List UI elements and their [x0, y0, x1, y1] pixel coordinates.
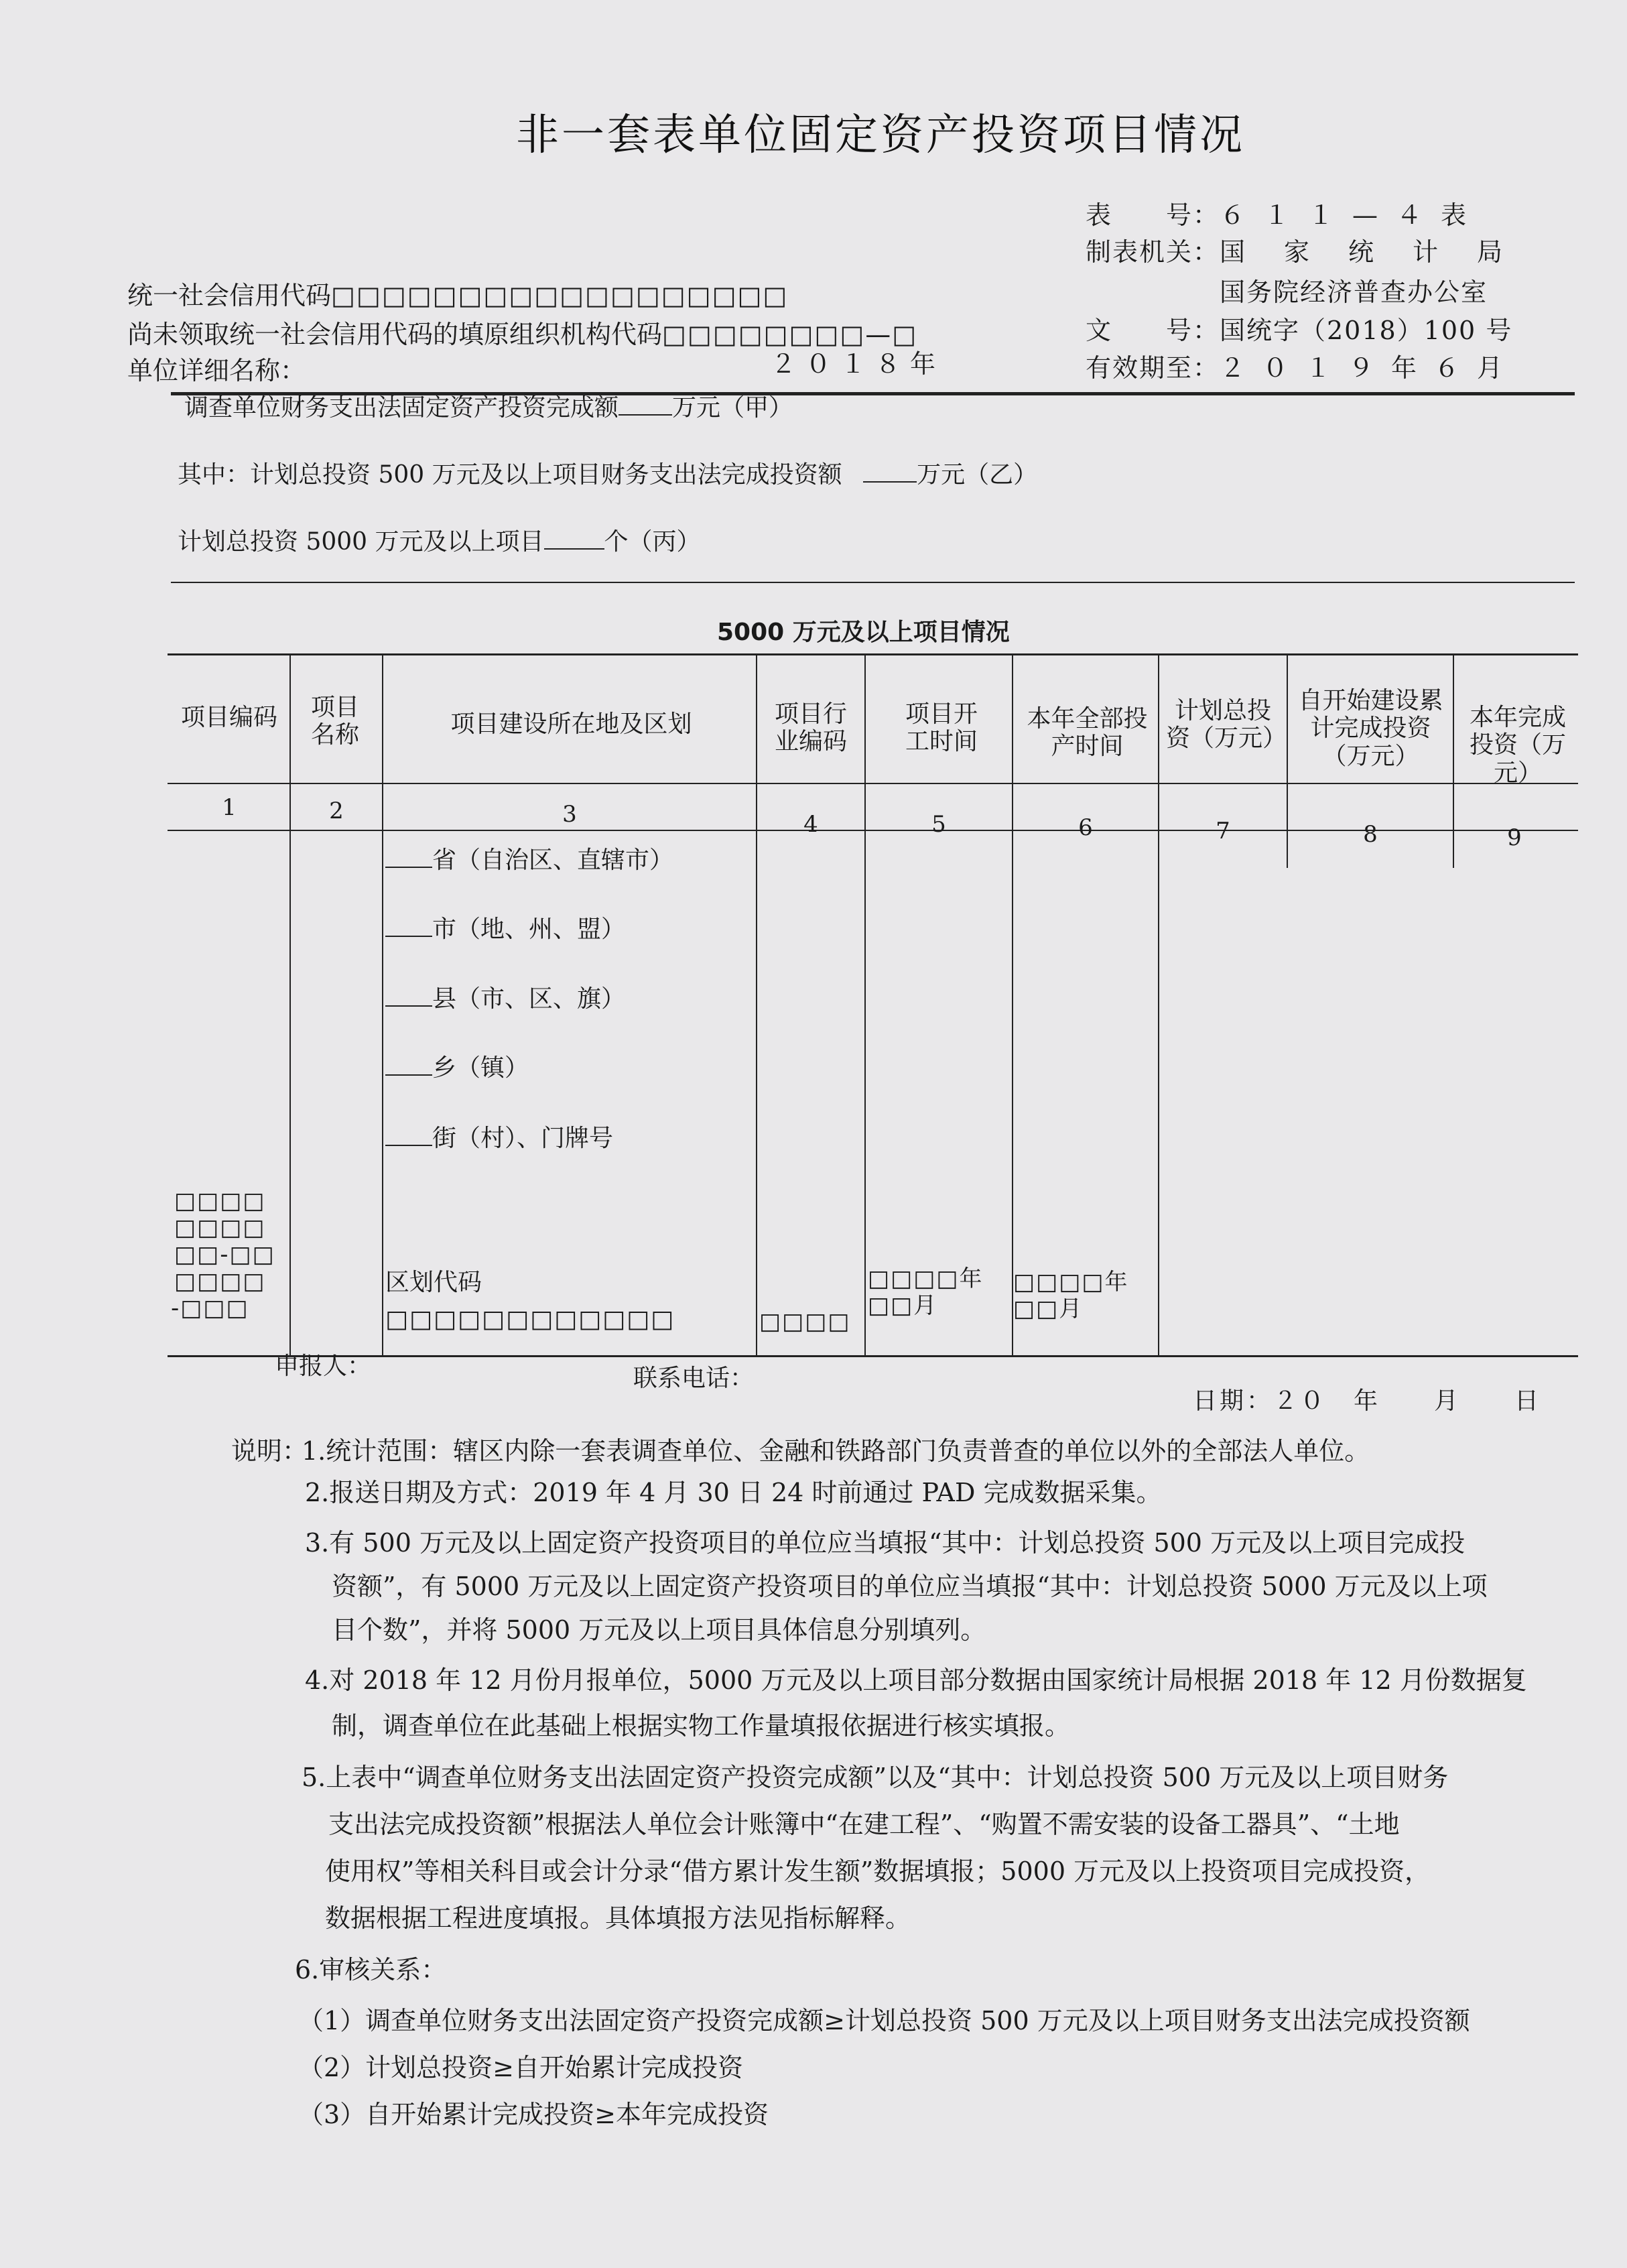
col-number: 4: [803, 811, 818, 838]
district-code-boxes[interactable]: □□□□□□□□□□□□: [385, 1306, 675, 1333]
industry-code-boxes[interactable]: □□□□: [759, 1308, 851, 1335]
maker-value-2: 国务院经济普查办公室: [1220, 277, 1488, 307]
summary-line-a: [184, 389, 793, 423]
note-item: 支出法完成投资额”根据法人单位会计账簿中“在建工程”、“购置不需安装的设备工器具”、“土地: [328, 1810, 1400, 1839]
col-divider: [382, 653, 383, 1355]
note-item: 3.有 500 万元及以上固定资产投资项目的单位应当填报“其中：计划总投资 500 万元及以上项目完成投: [305, 1528, 1466, 1558]
province-blank[interactable]: [385, 846, 432, 868]
report-year: ２０１８年: [771, 349, 946, 379]
note-item: 4.对 2018 年 12 月份月报单位，5000 万元及以上项目部分数据由国家统计局根据 2018 年 12 月份数据复: [305, 1665, 1527, 1695]
location-county: [385, 980, 625, 1014]
col-number: 8: [1363, 821, 1378, 848]
col-number: 3: [562, 801, 577, 828]
col-number: 1: [222, 794, 237, 821]
col-number: 2: [329, 798, 344, 824]
col-header-complete-time: 本年全部投产时间: [1027, 705, 1148, 761]
note-item: （1）调查单位财务支出法固定资产投资完成额≥计划总投资 500 万元及以上项目财务支出法完成投资额: [298, 2006, 1470, 2035]
table-top-rule: [168, 653, 1578, 655]
col-header-project-name: 项目名称: [310, 694, 359, 749]
reporter-label: 申报人：: [275, 1352, 372, 1380]
note-item: 制，调查单位在此基础上根据实物工作量填报依据进行核实填报。: [332, 1711, 1071, 1741]
complete-time-year-boxes[interactable]: □□□□年: [1013, 1269, 1129, 1296]
col-header-cumulative-investment: 自开始建设累计完成投资（万元）: [1298, 687, 1443, 770]
summary-c-label: 计划总投资 5000 万元及以上项目: [178, 528, 544, 556]
town-blank[interactable]: [385, 1054, 432, 1076]
maker-label: 制表机关：: [1086, 237, 1220, 267]
start-time-year-boxes[interactable]: □□□□年: [868, 1265, 984, 1292]
maker-value: 国 家 统 计 局: [1220, 237, 1510, 267]
table-bottom-rule: [168, 1355, 1578, 1357]
note-item: 2.报送日期及方式：2019 年 4 月 30 日 24 时前通过 PAD 完成数据采集。: [305, 1478, 1162, 1507]
col-divider: [756, 653, 757, 1355]
start-time-month-boxes[interactable]: □□月: [868, 1292, 938, 1319]
summary-b-label: 其中：计划总投资 500 万元及以上项目财务支出法完成投资额: [178, 461, 842, 489]
note-item: 资额”，有 5000 万元及以上固定资产投资项目的单位应当填报“其中：计划总投资 5000 万元及以上项: [332, 1572, 1488, 1601]
project-code-box-row[interactable]: □□□□: [174, 1188, 266, 1214]
note-item: 使用权”等相关科目或会计分录“借方累计发生额”数据填报；5000 万元及以上投资项目完成投资，: [325, 1856, 1431, 1886]
unit-name-label: 单位详细名称：: [127, 356, 306, 385]
org-code-label: 尚未领取统一社会信用代码的填原组织机构代码: [127, 320, 663, 349]
location-city: [385, 910, 625, 944]
credit-code-boxes[interactable]: □□□□□□□□□□□□□□□□□□: [331, 281, 789, 310]
valid-value: ２０１９年６月: [1220, 353, 1520, 383]
district-code-label: 区划代码: [385, 1269, 482, 1296]
summary-line-b: [178, 456, 1037, 490]
col-header-year-investment: 本年完成投资（万元）: [1469, 704, 1566, 787]
note-item: 1.统计范围：辖区内除一套表调查单位、金融和铁路部门负责普查的单位以外的全部法人单位。: [302, 1436, 1370, 1466]
page-title: 非一套表单位固定资产投资项目情况: [516, 111, 1245, 160]
col-number: 5: [931, 811, 946, 838]
col-divider: [1012, 653, 1013, 1355]
note-item: 目个数”，并将 5000 万元及以上项目具体信息分别填列。: [332, 1615, 986, 1645]
col-divider: [1158, 653, 1159, 1355]
summary-a-unit: 万元（甲）: [672, 394, 793, 422]
table-caption: 5000 万元及以上项目情况: [717, 619, 1010, 646]
summary-line-c: [178, 523, 701, 557]
date-label: 日期：２０ 年 月 日: [1193, 1387, 1542, 1415]
summary-c-blank[interactable]: [544, 528, 604, 550]
project-code-box-row[interactable]: □□□□: [174, 1268, 266, 1295]
street-label: 街（村）、门牌号: [432, 1125, 614, 1152]
col-header-start-time: 项目开工时间: [905, 700, 978, 756]
col-header-location: 项目建设所在地及区划: [450, 710, 692, 738]
table-no-label: 表 号：: [1086, 200, 1220, 230]
col-number: 7: [1216, 818, 1230, 844]
project-code-box-row[interactable]: □□□□: [174, 1214, 266, 1241]
summary-rule: [171, 582, 1575, 583]
location-town: [385, 1049, 529, 1083]
credit-code-label: 统一社会信用代码: [127, 281, 332, 310]
city-label: 市（地、州、盟）: [432, 916, 626, 943]
note-item: 5.上表中“调查单位财务支出法固定资产投资完成额”以及“其中：计划总投资 500 万元及以上项目财务: [302, 1763, 1449, 1792]
project-code-box-row[interactable]: □□-□□: [174, 1241, 275, 1268]
summary-b-blank[interactable]: [863, 461, 917, 483]
phone-label: 联系电话：: [633, 1365, 755, 1392]
doc-no-value: 国统字（2018）100 号: [1220, 316, 1513, 345]
note-item: 6.审核关系：: [295, 1955, 447, 1984]
table-header-rule: [168, 783, 1578, 784]
col-header-project-code: 项目编码: [180, 704, 277, 731]
summary-a-label: 调查单位财务支出法固定资产投资完成额: [184, 394, 619, 422]
col-number: 6: [1078, 814, 1093, 841]
note-item: （2）计划总投资≥自开始累计完成投资: [298, 2053, 744, 2082]
org-code-boxes[interactable]: □□□□□□□□—□: [662, 320, 918, 349]
complete-time-month-boxes[interactable]: □□月: [1013, 1296, 1084, 1322]
col-divider: [864, 653, 866, 1355]
note-item: （3）自开始累计完成投资≥本年完成投资: [298, 2100, 769, 2129]
province-label: 省（自治区、直辖市）: [432, 846, 674, 874]
col-header-planned-investment: 计划总投资（万元）: [1166, 697, 1287, 753]
table-no-value: ６１１—４表: [1220, 200, 1486, 230]
col-header-industry-code: 项目行业编码: [774, 700, 847, 756]
project-code-box-row[interactable]: -□□□: [171, 1295, 249, 1322]
location-street: [385, 1119, 613, 1153]
col-number: 9: [1507, 824, 1522, 851]
street-blank[interactable]: [385, 1125, 432, 1146]
doc-no-label: 文 号：: [1086, 316, 1220, 345]
summary-a-blank[interactable]: [619, 394, 672, 416]
valid-label: 有效期至：: [1086, 353, 1220, 383]
note-item: 数据根据工程进度填报。具体填报方法见指标解释。: [325, 1903, 911, 1933]
summary-c-unit: 个（丙）: [604, 528, 701, 556]
notes-label: 说明：: [231, 1436, 308, 1466]
county-label: 县（市、区、旗）: [432, 985, 626, 1013]
summary-b-unit: 万元（乙）: [917, 461, 1038, 489]
col-divider: [289, 653, 291, 1355]
town-label: 乡（镇）: [432, 1054, 529, 1082]
city-blank[interactable]: [385, 916, 432, 937]
county-blank[interactable]: [385, 985, 432, 1007]
location-province: [385, 841, 673, 875]
